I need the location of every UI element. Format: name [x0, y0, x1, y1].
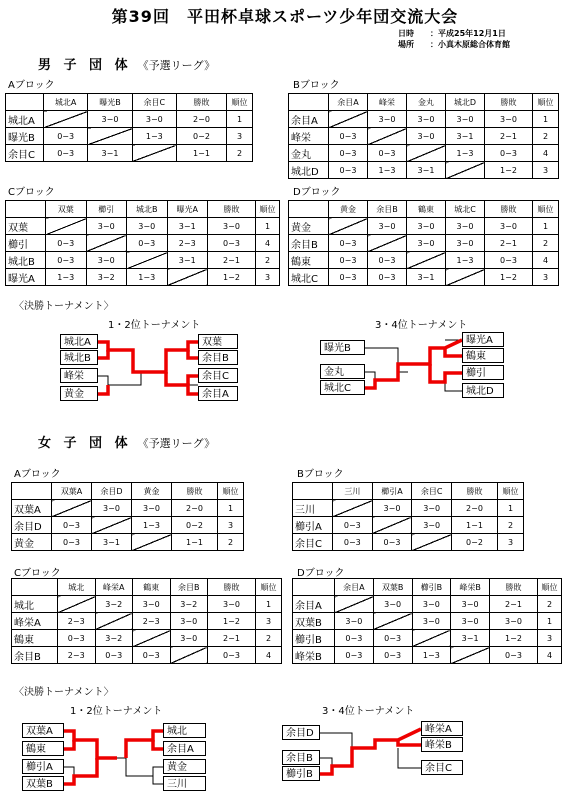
score-cell: 0−3	[372, 534, 412, 551]
column-header: 櫛引B	[412, 579, 451, 596]
team-name-cell: 余目D	[12, 517, 52, 534]
girls-t34-team: 余目B	[282, 750, 320, 765]
girls-t34-team: 峰栄A	[421, 721, 463, 736]
score-cell: 3	[256, 613, 282, 630]
score-cell: 3−0	[86, 218, 127, 235]
column-header: 城北D	[446, 94, 485, 111]
score-cell: 0−3	[208, 235, 256, 252]
score-cell: 2	[498, 517, 524, 534]
score-cell: 1	[256, 596, 282, 613]
score-cell: 0−2	[172, 517, 218, 534]
score-cell: 1−1	[177, 145, 227, 162]
score-cell: 2−0	[172, 500, 218, 517]
score-cell: 3−0	[412, 517, 452, 534]
team-name-cell: 黄金	[12, 534, 52, 551]
girls-t34-team: 余目C	[421, 760, 463, 775]
score-cell: 2−3	[58, 647, 96, 664]
column-header: 順位	[218, 483, 244, 500]
score-cell: 1−3	[368, 162, 407, 179]
column-header: 余目A	[335, 579, 374, 596]
boys-final-label: 〈決勝トーナメント〉	[14, 301, 114, 312]
score-cell: 1−2	[208, 613, 256, 630]
column-header: 峰栄A	[95, 579, 133, 596]
team-name-cell: 双葉	[6, 218, 46, 235]
score-cell: 0−3	[368, 252, 407, 269]
score-cell: 1	[256, 218, 280, 235]
column-header: 双葉B	[373, 579, 412, 596]
girls-t12-team: 黄金	[163, 759, 206, 774]
girls-t12-label: 1・2位トーナメント	[70, 706, 163, 717]
team-name-cell: 鶴東	[289, 252, 329, 269]
score-cell: 2	[218, 534, 244, 551]
score-cell: 0−3	[46, 252, 87, 269]
score-cell: 3−0	[132, 500, 172, 517]
score-cell: 3−0	[412, 596, 451, 613]
score-cell: 3−0	[92, 500, 132, 517]
score-cell: 4	[533, 252, 559, 269]
team-name-cell: 鶴東	[12, 630, 58, 647]
score-cell: 3−0	[368, 218, 407, 235]
score-cell: 3−1	[446, 128, 485, 145]
score-cell: 3−1	[451, 630, 490, 647]
score-cell: 1−1	[452, 517, 498, 534]
score-cell: 3−1	[167, 252, 208, 269]
column-header: 鶴東	[407, 201, 446, 218]
score-cell: 0−3	[44, 145, 88, 162]
score-cell: 0−3	[329, 145, 368, 162]
column-header: 櫛引	[86, 201, 127, 218]
score-cell: 4	[256, 235, 280, 252]
score-cell: 1	[218, 500, 244, 517]
score-cell: 2−1	[485, 128, 533, 145]
column-header: 峰栄B	[451, 579, 490, 596]
score-cell: 1−1	[172, 534, 218, 551]
girls-block-b-label: Bブロック	[297, 469, 344, 480]
score-cell: 0−2	[452, 534, 498, 551]
score-cell: 3−0	[335, 613, 374, 630]
score-cell: 0−3	[329, 162, 368, 179]
score-cell: 3−1	[407, 162, 446, 179]
team-name-cell: 城北A	[6, 111, 44, 128]
score-cell: 1	[538, 613, 562, 630]
girls-t34-team: 余目D	[282, 725, 320, 740]
team-name-cell: 櫛引	[6, 235, 46, 252]
team-name-cell: 城北D	[289, 162, 329, 179]
score-cell: 0−2	[177, 128, 227, 145]
score-cell: 1−2	[490, 630, 538, 647]
column-header: 勝敗	[490, 579, 538, 596]
score-cell: 3−0	[446, 235, 485, 252]
column-header: 余目A	[329, 94, 368, 111]
score-cell: 0−3	[46, 235, 87, 252]
team-name-cell: 双葉A	[12, 500, 52, 517]
girls-t12-team: 城北	[163, 723, 206, 738]
score-cell: 0−3	[333, 517, 373, 534]
column-header: 黄金	[329, 201, 368, 218]
column-header: 余目B	[170, 579, 208, 596]
score-cell: 1−3	[412, 647, 451, 664]
team-name-cell: 峰栄	[289, 128, 329, 145]
score-cell: 3−2	[95, 630, 133, 647]
score-cell: 1−2	[485, 269, 533, 286]
score-cell: 1	[533, 111, 559, 128]
team-name-cell: 金丸	[289, 145, 329, 162]
column-header: 順位	[538, 579, 562, 596]
column-header: 勝敗	[208, 201, 256, 218]
score-cell: 2	[533, 128, 559, 145]
team-name-cell: 櫛引B	[293, 630, 335, 647]
column-header: 鶴東	[133, 579, 171, 596]
boys-t12-label: 1・2位トーナメント	[108, 320, 201, 331]
boys-t34-team: 城北D	[462, 383, 504, 398]
score-cell: 3−0	[407, 128, 446, 145]
girls-block-a-label: Aブロック	[14, 469, 61, 480]
score-cell: 3−0	[451, 613, 490, 630]
girls-subheading: 《予選リーグ》	[137, 437, 216, 450]
score-cell: 3−2	[86, 269, 127, 286]
boys-t12-team: 双葉	[198, 334, 238, 349]
score-cell: 0−3	[208, 647, 256, 664]
column-header: 城北A	[44, 94, 88, 111]
team-name-cell: 峰栄B	[293, 647, 335, 664]
score-cell: 3−0	[86, 252, 127, 269]
column-header: 双葉	[46, 201, 87, 218]
score-cell: 0−3	[133, 647, 171, 664]
score-cell: 3−0	[372, 500, 412, 517]
girls-t12-team: 双葉A	[22, 723, 64, 738]
score-cell: 0−3	[368, 145, 407, 162]
team-name-cell: 余目C	[6, 145, 44, 162]
team-name-cell: 余目A	[289, 111, 329, 128]
score-cell: 0−3	[58, 630, 96, 647]
column-header: 櫛引A	[372, 483, 412, 500]
boys-t34-team: 城北C	[320, 380, 365, 395]
score-cell: 2−3	[167, 235, 208, 252]
date-label: 日時	[398, 29, 414, 38]
score-cell: 3−1	[167, 218, 208, 235]
score-cell: 3−0	[446, 218, 485, 235]
score-cell: 1−3	[132, 128, 176, 145]
column-header: 三川	[333, 483, 373, 500]
score-cell: 3−0	[132, 111, 176, 128]
score-cell: 3−0	[485, 111, 533, 128]
team-name-cell: 城北B	[6, 252, 46, 269]
score-cell: 3−0	[485, 218, 533, 235]
score-cell: 3−0	[446, 111, 485, 128]
boys-t12-team: 余目B	[198, 350, 238, 365]
team-name-cell: 櫛引A	[293, 517, 333, 534]
boys-t12-team: 城北A	[60, 334, 98, 349]
score-cell: 3−0	[170, 613, 208, 630]
date-value: ：平成25年12月1日	[430, 29, 506, 38]
score-cell: 1	[498, 500, 524, 517]
boys-block-c-label: Cブロック	[8, 187, 55, 198]
boys-block-a-label: Aブロック	[8, 80, 55, 91]
score-cell: 3−0	[208, 596, 256, 613]
place-value: ：小真木原総合体育館	[430, 40, 510, 49]
column-header: 余目C	[132, 94, 176, 111]
column-header: 曝光A	[167, 201, 208, 218]
score-cell: 2	[227, 145, 253, 162]
score-cell: 2−3	[133, 613, 171, 630]
column-header: 余目D	[92, 483, 132, 500]
column-header: 勝敗	[452, 483, 498, 500]
score-cell: 1−3	[132, 517, 172, 534]
team-name-cell: 峰栄A	[12, 613, 58, 630]
boys-t34-team: 櫛引	[462, 365, 504, 380]
girls-t34-team: 峰栄B	[421, 737, 463, 752]
column-header: 余目C	[412, 483, 452, 500]
score-cell: 2	[256, 252, 280, 269]
boys-block-d-label: Dブロック	[293, 187, 341, 198]
girls-heading-text: 女 子 団 体	[38, 436, 132, 451]
score-cell: 3−0	[412, 613, 451, 630]
score-cell: 0−3	[373, 630, 412, 647]
column-header: 順位	[256, 579, 282, 596]
score-cell: 2−0	[452, 500, 498, 517]
score-cell: 0−3	[485, 252, 533, 269]
score-cell: 2−0	[177, 111, 227, 128]
score-cell: 0−3	[329, 252, 368, 269]
column-header: 双葉A	[52, 483, 92, 500]
score-cell: 0−3	[333, 534, 373, 551]
score-cell: 0−3	[373, 647, 412, 664]
boys-t34-label: 3・4位トーナメント	[375, 320, 468, 331]
score-cell: 3−0	[412, 500, 452, 517]
score-cell: 0−3	[335, 647, 374, 664]
score-cell: 2−1	[490, 596, 538, 613]
column-header: 峰栄	[368, 94, 407, 111]
score-cell: 3−1	[407, 269, 446, 286]
score-cell: 1	[227, 111, 253, 128]
score-cell: 3	[533, 269, 559, 286]
place-label: 場所	[398, 40, 414, 49]
column-header: 余目B	[368, 201, 407, 218]
girls-t34-team: 櫛引B	[282, 766, 320, 781]
girls-t12-team: 双葉B	[22, 776, 64, 791]
score-cell: 3−0	[451, 596, 490, 613]
score-cell: 3−0	[133, 596, 171, 613]
score-cell: 2−1	[208, 252, 256, 269]
score-cell: 0−3	[335, 630, 374, 647]
team-name-cell: 城北C	[289, 269, 329, 286]
boys-t34-team: 金丸	[320, 364, 365, 379]
score-cell: 3−0	[208, 218, 256, 235]
score-cell: 2	[256, 630, 282, 647]
score-cell: 2	[533, 235, 559, 252]
column-header: 城北B	[127, 201, 168, 218]
column-header: 順位	[498, 483, 524, 500]
score-cell: 4	[533, 145, 559, 162]
boys-block-b-label: Bブロック	[293, 80, 340, 91]
score-cell: 0−3	[329, 128, 368, 145]
girls-final-label: 〈決勝トーナメント〉	[14, 687, 114, 698]
column-header: 順位	[533, 94, 559, 111]
score-cell: 3−2	[95, 596, 133, 613]
score-cell: 3−0	[373, 596, 412, 613]
score-cell: 0−3	[368, 269, 407, 286]
score-cell: 1−2	[208, 269, 256, 286]
score-cell: 3	[218, 517, 244, 534]
score-cell: 0−3	[52, 517, 92, 534]
score-cell: 1−2	[485, 162, 533, 179]
score-cell: 3−0	[88, 111, 132, 128]
column-header: 城北	[58, 579, 96, 596]
team-name-cell: 曝光A	[6, 269, 46, 286]
girls-block-c-label: Cブロック	[14, 568, 61, 579]
girls-t34-label: 3・4位トーナメント	[322, 706, 415, 717]
score-cell: 0−3	[44, 128, 88, 145]
column-header: 城北C	[446, 201, 485, 218]
boys-t12-team: 黄金	[60, 386, 98, 401]
girls-t12-team: 三川	[163, 776, 206, 791]
column-header: 金丸	[407, 94, 446, 111]
score-cell: 3	[533, 162, 559, 179]
score-cell: 3	[227, 128, 253, 145]
boys-subheading: 《予選リーグ》	[137, 59, 216, 72]
score-cell: 3−0	[368, 111, 407, 128]
column-header: 順位	[533, 201, 559, 218]
team-name-cell: 黄金	[289, 218, 329, 235]
column-header: 勝敗	[172, 483, 218, 500]
score-cell: 1−3	[46, 269, 87, 286]
girls-t12-team: 余目A	[163, 741, 206, 756]
team-name-cell: 三川	[293, 500, 333, 517]
boys-heading-text: 男 子 団 体	[38, 58, 132, 73]
score-cell: 2−1	[208, 630, 256, 647]
column-header: 勝敗	[177, 94, 227, 111]
score-cell: 3−0	[407, 218, 446, 235]
score-cell: 4	[256, 647, 282, 664]
column-header: 順位	[227, 94, 253, 111]
score-cell: 3	[498, 534, 524, 551]
score-cell: 3	[256, 269, 280, 286]
boys-t34-team: 曝光B	[320, 340, 365, 355]
girls-t12-team: 鶴東	[22, 741, 64, 756]
score-cell: 2−3	[58, 613, 96, 630]
column-header: 順位	[256, 201, 280, 218]
page-title: 第39回 平田杯卓球スポーツ少年団交流大会	[111, 7, 459, 26]
score-cell: 2−1	[485, 235, 533, 252]
score-cell: 3−1	[92, 534, 132, 551]
team-name-cell: 余目A	[293, 596, 335, 613]
score-cell: 3	[538, 630, 562, 647]
score-cell: 0−3	[95, 647, 133, 664]
boys-t12-team: 峰栄	[60, 368, 98, 383]
score-cell: 0−3	[485, 145, 533, 162]
score-cell: 3−0	[490, 613, 538, 630]
team-name-cell: 双葉B	[293, 613, 335, 630]
score-cell: 3−0	[407, 235, 446, 252]
column-header: 勝敗	[485, 94, 533, 111]
team-name-cell: 余目C	[293, 534, 333, 551]
team-name-cell: 余目B	[12, 647, 58, 664]
team-name-cell: 余目B	[289, 235, 329, 252]
score-cell: 3−0	[407, 111, 446, 128]
boys-t12-team: 城北B	[60, 350, 98, 365]
boys-t12-team: 余目A	[198, 386, 238, 401]
score-cell: 3−0	[127, 218, 168, 235]
score-cell: 3−0	[170, 630, 208, 647]
score-cell: 1	[533, 218, 559, 235]
girls-t12-team: 櫛引A	[22, 759, 64, 774]
score-cell: 1−3	[446, 145, 485, 162]
boys-t12-team: 余目C	[198, 368, 238, 383]
team-name-cell: 城北	[12, 596, 58, 613]
column-header: 勝敗	[485, 201, 533, 218]
score-cell: 4	[538, 647, 562, 664]
score-cell: 1−3	[127, 269, 168, 286]
score-cell: 1−3	[446, 252, 485, 269]
column-header: 黄金	[132, 483, 172, 500]
boys-t34-team: 鶴東	[462, 348, 504, 363]
team-name-cell: 曝光B	[6, 128, 44, 145]
score-cell: 2	[538, 596, 562, 613]
score-cell: 0−3	[329, 235, 368, 252]
column-header: 曝光B	[88, 94, 132, 111]
score-cell: 0−3	[329, 269, 368, 286]
girls-block-d-label: Dブロック	[297, 568, 345, 579]
score-cell: 0−3	[490, 647, 538, 664]
column-header: 勝敗	[208, 579, 256, 596]
score-cell: 3−1	[88, 145, 132, 162]
score-cell: 3−2	[170, 596, 208, 613]
score-cell: 0−3	[127, 235, 168, 252]
score-cell: 0−3	[52, 534, 92, 551]
boys-t34-team: 曝光A	[462, 332, 504, 347]
